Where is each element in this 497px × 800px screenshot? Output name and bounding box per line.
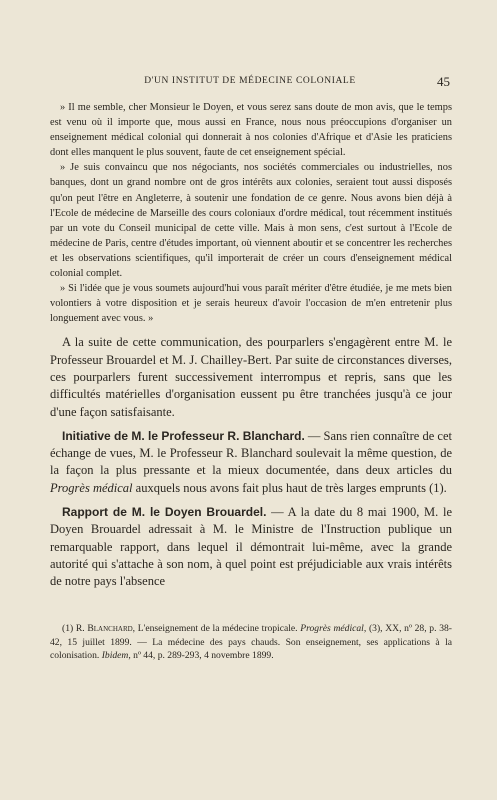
footnote-marker: (1) bbox=[62, 623, 76, 634]
paragraph-text: — A la date du 8 mai 1900, M. le Doyen Brouardel adressait à M. le Ministre de l'Instruction publique un remarquable rapport, dans lequel il démontrait lui-même, avec la grande autorité qui s'attache à son nom, à quel point est préjudiciable aux vrais intérêts de notre pays l'absence bbox=[50, 505, 452, 589]
footnote-journal: Progrès médical bbox=[300, 623, 364, 634]
page-header bbox=[50, 76, 450, 90]
quote-paragraph: » Je suis convaincu que nos négociants, nos sociétés commerciales ou industrielles, nos banques, dont un grand nombre ont de gros intérêts aux colonies, seraient tout aussi disposés qu'on peut l'être en Angleterre, à soutenir une fondation de ce genre. Nous avons bien déjà à l'Ecole de médecine de Marseille des cours coloniaux d'ordre médical, tout récemment institués par un vote du Conseil municipal de cette ville. Mais à mon sens, c'est surtout à l'Ecole de médecine de Paris, centre d'études important, où viennent aboutir et se concentrer les recherches et les observations scientifiques, qu'il importerait de créer un cours d'enseignement médical colonial complet. bbox=[50, 162, 452, 280]
body-text bbox=[50, 100, 452, 598]
journal-title: Progrès médical bbox=[50, 480, 133, 495]
main-text bbox=[50, 334, 452, 590]
letter-quote bbox=[50, 100, 452, 326]
paragraph-rapport-brouardel bbox=[50, 504, 452, 590]
footnote-text: , (3), XX, nº 28, p. 38-42, 15 juillet 1899. — La médecine des pays chauds. Son enseignement, ses applications à la colonisation. bbox=[50, 623, 452, 662]
footnote-text: , nº 44, p. 289-293, 4 novembre 1899. bbox=[128, 650, 274, 662]
paragraph-text: auxquels nous avons fait plus haut de très larges emprunts (1). bbox=[132, 480, 447, 495]
footnote-ibidem: Ibidem bbox=[101, 650, 129, 662]
section-heading-rapport: Rapport de M. le Doyen Brouardel. bbox=[62, 505, 267, 520]
paragraph-text: — Sans rien connaître de cet échange de vues, M. le Professeur R. Blanchard soulevait la même question, de la façon la plus pressante et la mieux documentée, dans deux articles du bbox=[50, 428, 452, 478]
quote-paragraph: » Il me semble, cher Monsieur le Doyen, et vous serez sans doute de mon avis, que le temps est venu où il importe que, mous aussi en France, nous nous préoccupions d'organiser un enseignement médical colonial qui donnerait à nos colonies d'Afrique et d'Asie les praticiens dont elles manquent le plus souvent, faute de cet enseignement spécial. bbox=[50, 102, 452, 159]
quote-paragraph: » Si l'idée que je vous soumets aujourd'hui vous paraît mériter d'être étudiée, je me mets bien volontiers à votre disposition et je serais heureux d'avoir l'occasion de m'en entretenir plus longuement avec vous. » bbox=[50, 283, 452, 325]
footnote-1 bbox=[50, 622, 452, 663]
page-number: 45 bbox=[437, 74, 450, 89]
footnotes bbox=[50, 622, 452, 663]
footnote-text: , L'enseignement de la médecine tropicale. bbox=[132, 623, 301, 634]
running-head: D'UN INSTITUT DE MÉDECINE COLONIALE bbox=[144, 76, 356, 86]
footnote-author: R. Blanchard bbox=[75, 623, 133, 634]
paragraph-pourparlers: A la suite de cette communication, des pourparlers s'engagèrent entre M. le Professeur Brouardel et M. J. Chailley-Bert. Par suite de circonstances diverses, ces pourparlers furent successivement interrompus et repris, sans que les difficultés matérielles d'organisation eussent pu être tranchées jusqu'à ce jour d'une façon satisfaisante. bbox=[50, 335, 452, 419]
paragraph-initiative-blanchard bbox=[50, 428, 452, 497]
section-heading-initiative: Initiative de M. le Professeur R. Blanchard. bbox=[62, 428, 305, 443]
